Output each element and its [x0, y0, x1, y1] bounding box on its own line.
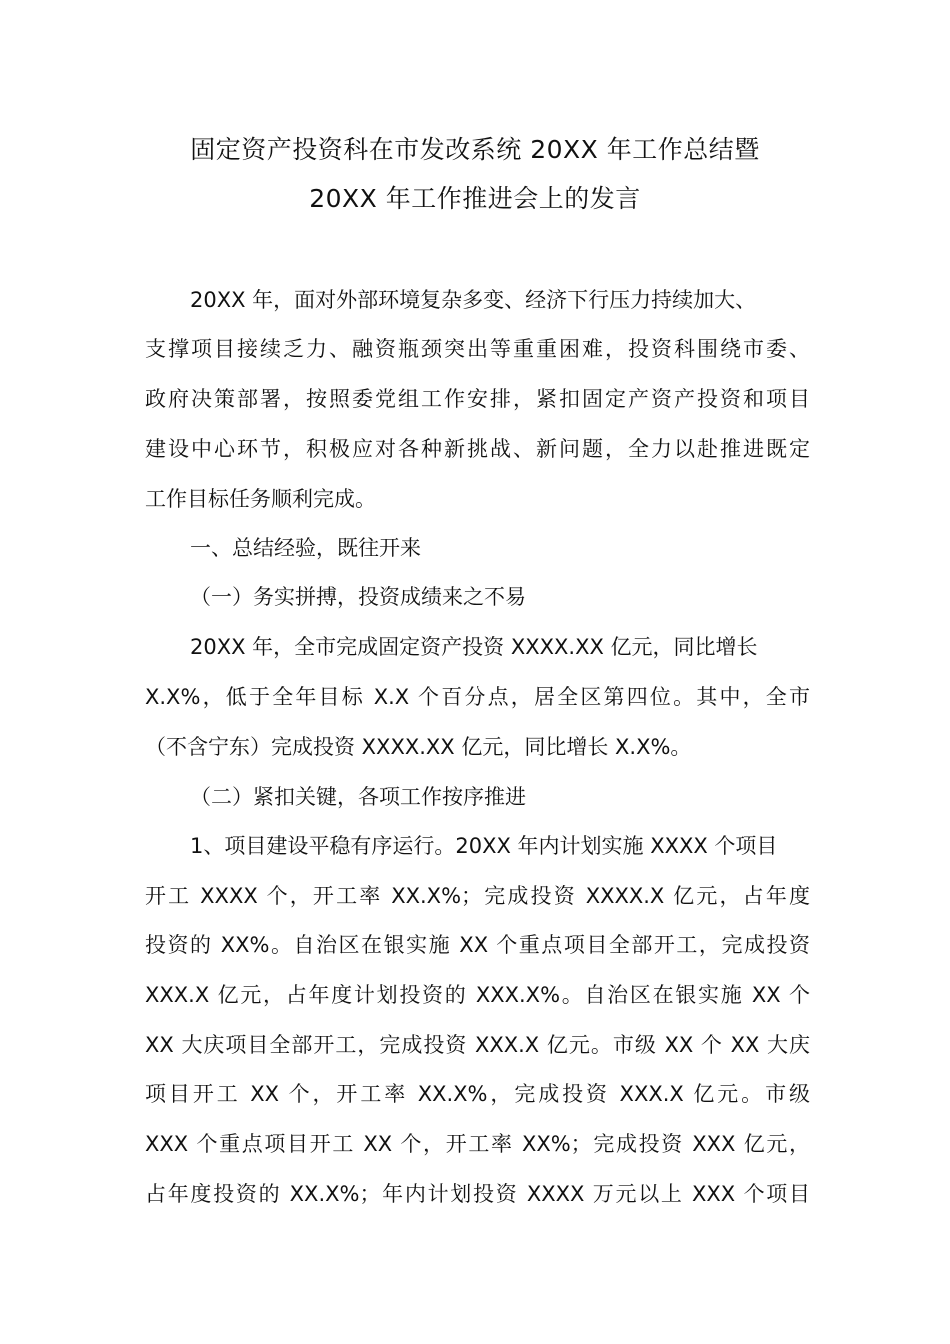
paragraph-line: 项目开工 XX 个，开工率 XX.X%，完成投资 XXX.X 亿元。市级 — [145, 1082, 810, 1106]
paragraph-line: （不含宁东）完成投资 XXXX.XX 亿元，同比增长 X.X%。 — [145, 735, 692, 759]
paragraph-line: XXX 个重点项目开工 XX 个，开工率 XX%；完成投资 XXX 亿元， — [145, 1132, 810, 1156]
subsection-heading: （一）务实拼搏，投资成绩来之不易 — [190, 585, 526, 609]
subsection-heading: （二）紧扣关键，各项工作按序推进 — [190, 785, 526, 809]
paragraph-line: 支撑项目接续乏力、融资瓶颈突出等重重困难，投资科围绕市委、 — [145, 337, 810, 361]
paragraph-line: 1、项目建设平稳有序运行。20XX 年内计划实施 XXXX 个项目 — [190, 834, 778, 858]
paragraph-line: 20XX 年，全市完成固定资产投资 XXXX.XX 亿元，同比增长 — [190, 635, 758, 659]
paragraph-line: 开工 XXXX 个，开工率 XX.X%；完成投资 XXXX.X 亿元，占年度 — [145, 884, 810, 908]
paragraph-line: 投资的 XX%。自治区在银实施 XX 个重点项目全部开工，完成投资 — [145, 933, 810, 957]
paragraph-line: 政府决策部署，按照委党组工作安排，紧扣固定产资产投资和项目 — [145, 387, 810, 411]
document-title-line-1 — [0, 135, 950, 165]
paragraph-line: 工作目标任务顺利完成。 — [145, 487, 376, 511]
section-heading: 一、总结经验，既往开来 — [190, 536, 421, 560]
paragraph-line: XX 大庆项目全部开工，完成投资 XXX.X 亿元。市级 XX 个 XX 大庆 — [145, 1033, 810, 1057]
paragraph-line: 建设中心环节，积极应对各种新挑战、新问题，全力以赴推进既定 — [145, 437, 810, 461]
title-text: 20XX 年工作推进会上的发言 — [309, 184, 641, 213]
paragraph-line: XXX.X 亿元，占年度计划投资的 XXX.X%。自治区在银实施 XX 个 — [145, 983, 810, 1007]
title-text: 固定资产投资科在市发改系统 20XX 年工作总结暨 — [190, 135, 760, 164]
paragraph-line: 占年度投资的 XX.X%；年内计划投资 XXXX 万元以上 XXX 个项目 — [145, 1182, 810, 1206]
paragraph-line: 20XX 年，面对外部环境复杂多变、经济下行压力持续加大、 — [190, 288, 757, 312]
document-title-line-2 — [0, 184, 950, 214]
paragraph-line: X.X%，低于全年目标 X.X 个百分点，居全区第四位。其中，全市 — [145, 685, 810, 709]
